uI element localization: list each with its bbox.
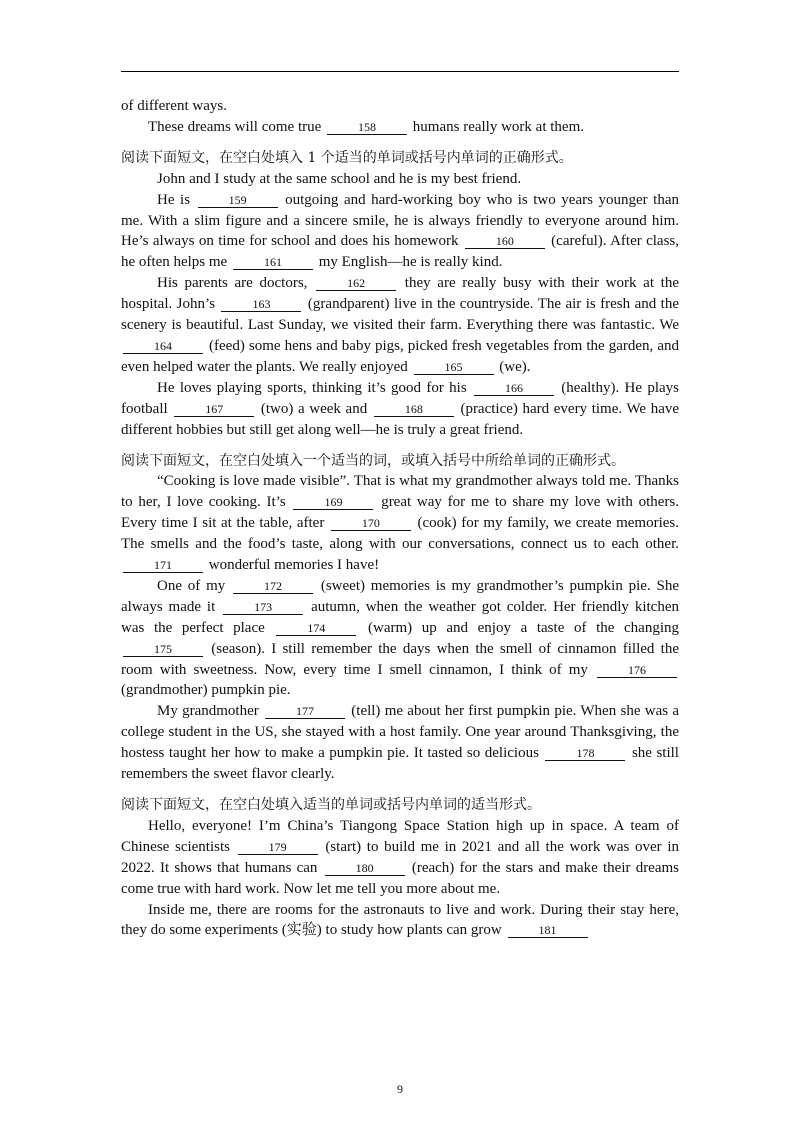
passage-text: my English—he is really kind. <box>314 254 503 271</box>
passage-paragraph <box>121 900 679 942</box>
blank-165[interactable]: 165 <box>414 360 494 375</box>
passage-paragraph <box>121 701 679 785</box>
passage-text: she still remembers the sweet flavor clearly. <box>121 745 679 783</box>
blank-167[interactable]: 167 <box>174 402 254 417</box>
passage-text: (cook) for my family, we create memories. The smells and the food’s taste, along with our conversations, connect us to each other. <box>121 515 679 553</box>
blank-173[interactable]: 173 <box>223 600 303 615</box>
passage-text: (warm) up and enjoy a taste of the changing <box>358 619 679 636</box>
passage-text: His parents are doctors, <box>157 275 315 292</box>
passage-text: humans really work at them. <box>409 118 584 135</box>
passage-text: (two) a week and <box>256 400 372 417</box>
blank-175[interactable]: 175 <box>123 642 203 657</box>
passage-text: “Cooking is love made visible”. That is what my grandmother always told me. Thanks to her, I love cooking. It’s <box>121 473 679 511</box>
passage-text: Inside me, there are rooms for the astronauts to live and work. During their stay here, they do some experiments (实验) to study how plants can grow <box>121 901 679 939</box>
passage-text: He is <box>157 191 196 208</box>
passage-paragraph <box>121 471 679 576</box>
blank-166[interactable]: 166 <box>474 381 554 396</box>
blank-177[interactable]: 177 <box>265 704 345 719</box>
blank-159[interactable]: 159 <box>198 193 278 208</box>
passage-text: (we). <box>495 358 531 375</box>
blank-168[interactable]: 168 <box>374 402 454 417</box>
passage-paragraph <box>121 816 679 900</box>
passage-text: (practice) hard every time. We have different hobbies but still get along well—he is truly a great friend. <box>121 400 680 438</box>
passage-text: He loves playing sports, thinking it’s good for his <box>157 379 472 396</box>
blank-164[interactable]: 164 <box>123 339 203 354</box>
passage-text: (start) to build me in 2021 and all the work was over in 2022. It shows that humans can <box>121 838 680 876</box>
passage-paragraph <box>121 273 679 378</box>
passage-text: great way for me to share my love with others. Every time I sit at the table, after <box>121 494 679 532</box>
blank-163[interactable]: 163 <box>221 297 301 312</box>
header-rule <box>121 71 679 72</box>
blank-161[interactable]: 161 <box>233 255 313 270</box>
section-instruction: 阅读下面短文，在空白处填入适当的单词或括号内单词的适当形式。 <box>121 797 541 813</box>
passage-text: My grandmother <box>157 703 264 720</box>
blank-180[interactable]: 180 <box>325 861 405 876</box>
passage-text: (grandmother) pumpkin pie. <box>121 682 291 699</box>
blank-170[interactable]: 170 <box>331 516 411 531</box>
document-body <box>121 96 679 941</box>
passage-text: (tell) me about her first pumpkin pie. When she was a college student in the US, she stayed with a host family. One year around Thanksgiving, the hostess taught her how to make a pumpkin pie. It tasted so delicious <box>121 703 679 762</box>
passage-paragraph <box>121 117 679 138</box>
blank-176[interactable]: 176 <box>597 663 677 678</box>
blank-174[interactable]: 174 <box>276 621 356 636</box>
page-number: 9 <box>397 1082 403 1096</box>
passage-text: (healthy). He plays football <box>121 379 679 417</box>
passage-text: (sweet) memories is my grandmother’s pumpkin pie. She always made it <box>121 577 679 615</box>
passage-text: John and I study at the same school and he is my best friend. <box>157 170 522 187</box>
passage-text: of different ways. <box>121 98 227 114</box>
passage-text: One of my <box>157 577 232 594</box>
passage-paragraph <box>121 378 679 441</box>
blank-169[interactable]: 169 <box>293 495 373 510</box>
passage-text: wonderful memories I have! <box>205 557 380 574</box>
section-instruction: 阅读下面短文，在空白处填入 1 个适当的单词或括号内单词的正确形式。 <box>121 149 573 166</box>
section-instruction: 阅读下面短文，在空白处填入一个适当的词，或填入括号中所给单词的正确形式。 <box>121 452 625 469</box>
passage-text: they are really busy with their work at the hospital. John’s <box>121 275 679 313</box>
passage-paragraph <box>121 169 679 190</box>
blank-162[interactable]: 162 <box>316 276 396 291</box>
passage-text: outgoing and hard-working boy who is two years younger than me. With a slim figure and a sincere smile, he is always friendly to everyone around him. He’s always on time for school and does his homework <box>121 191 679 250</box>
blank-179[interactable]: 179 <box>238 840 318 855</box>
blank-158[interactable]: 158 <box>327 120 407 135</box>
blank-171[interactable]: 171 <box>123 558 203 573</box>
passage-text: These dreams will come true <box>148 118 326 135</box>
passage-paragraph <box>121 190 679 274</box>
passage-text: (careful). After class, he often helps me <box>121 233 679 271</box>
passage-text: (grandparent) live in the countryside. The air is fresh and the scenery is beautiful. Last Sunday, we visited their farm. Everything there was fantastic. We <box>121 296 680 334</box>
passage-text: Hello, everyone! I’m China’s Tiangong Space Station high up in space. A team of Chinese scientists <box>121 817 679 855</box>
passage-paragraph <box>121 96 679 117</box>
blank-172[interactable]: 172 <box>233 579 313 594</box>
passage-paragraph <box>121 576 679 701</box>
passage-text: autumn, when the weather got colder. Her friendly kitchen was the perfect place <box>121 598 679 636</box>
blank-178[interactable]: 178 <box>545 746 625 761</box>
passage-text: (reach) for the stars and make their dreams come true with hard work. Now let me tell you more about me. <box>121 859 680 897</box>
passage-text: (feed) some hens and baby pigs, picked fresh vegetables from the garden, and even helped water the plants. We really enjoyed <box>121 337 679 375</box>
blank-181[interactable]: 181 <box>508 923 588 938</box>
passage-text: (season). I still remember the days when the smell of cinnamon filled the room with sweetness. Now, every time I smell cinnamon, I think of my <box>121 640 679 678</box>
blank-160[interactable]: 160 <box>465 234 545 249</box>
